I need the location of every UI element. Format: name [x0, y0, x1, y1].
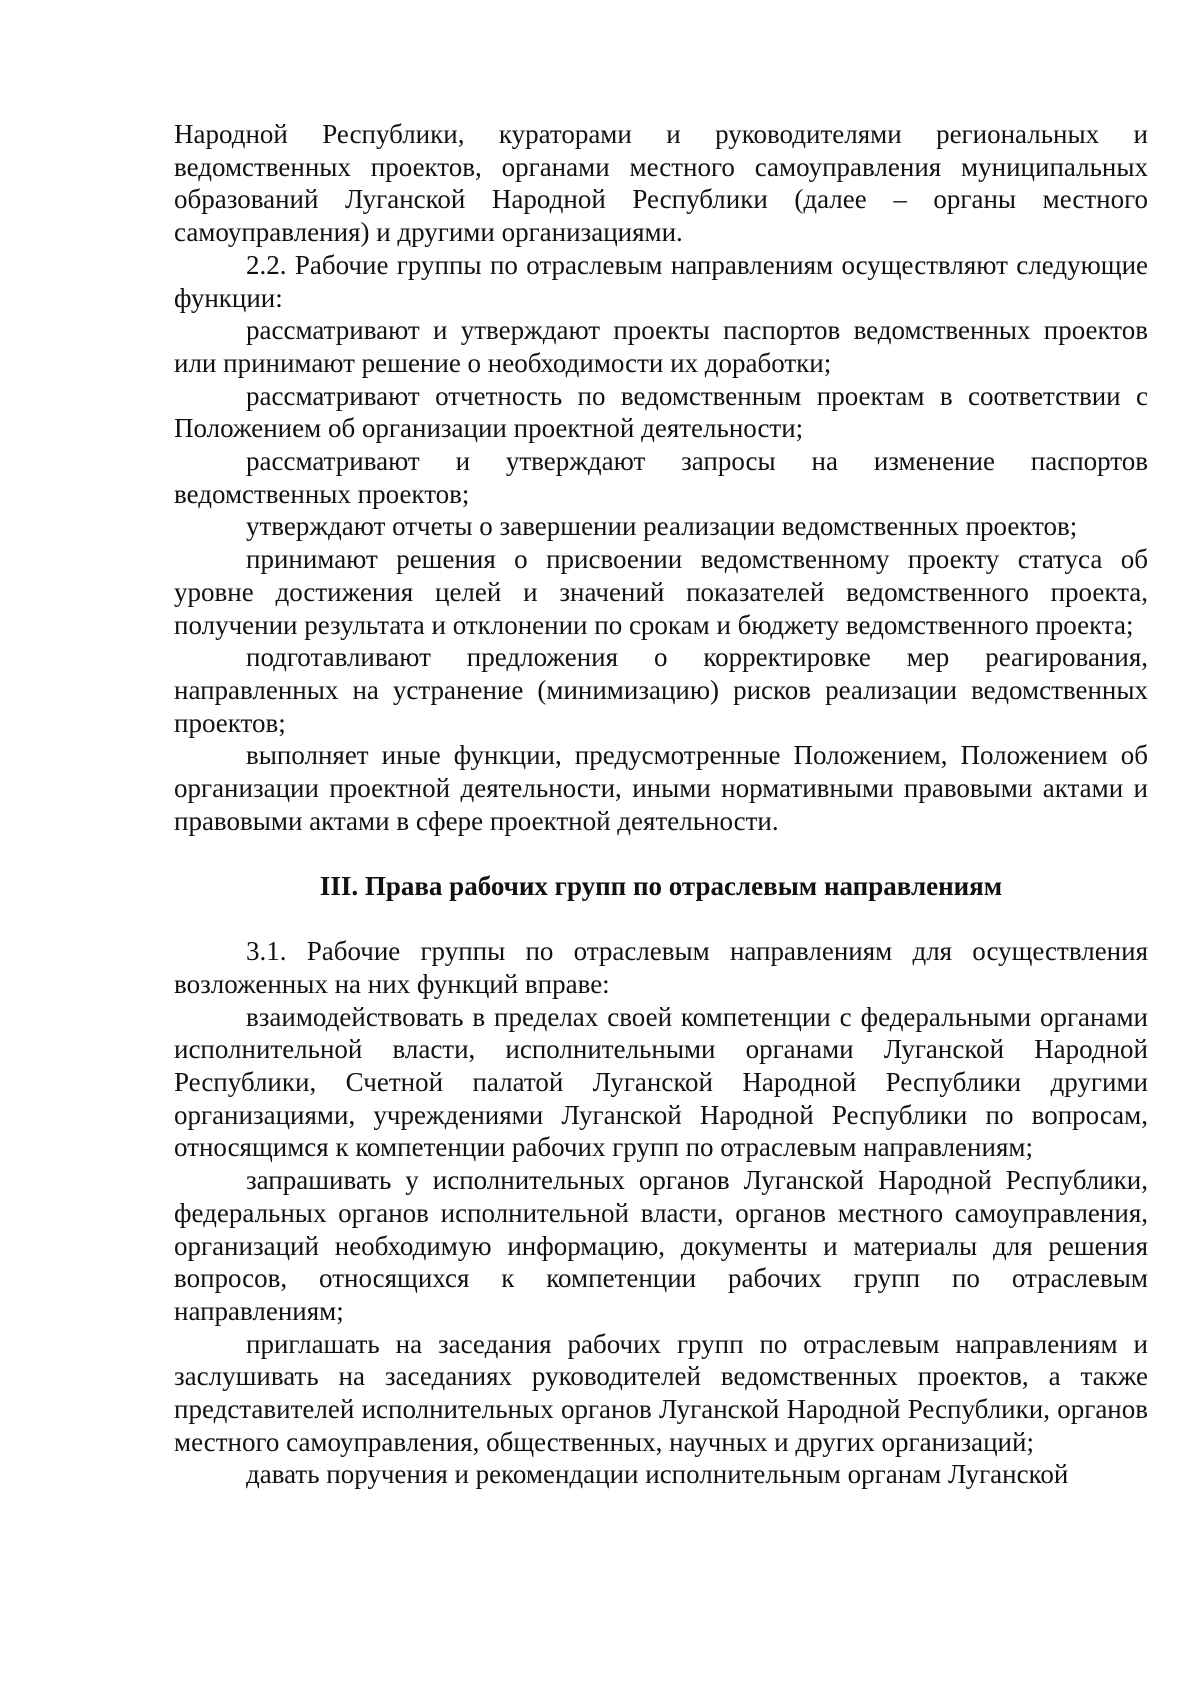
- item-3-1: 3.1. Рабочие группы по отраслевым направлениям для осуществления возложенных на них функций вправе:: [174, 936, 1148, 999]
- function-paragraph: выполняет иные функции, предусмотренные Положением, Положением об организации проектной деятельности, иными нормативными правовыми актами и правовыми актами в сфере проектной деятельности.: [174, 740, 1148, 836]
- rights-paragraph: взаимодействовать в пределах своей компетенции с федеральными органами исполнительной власти, исполнительными органами Луганской Народной Республики, Счетной палатой Луганской Народной Республики другими организациями, учреждениями Луганской Народной Республики по вопросам, относящимся к компетенции рабочих групп по отраслевым направлениям;: [174, 1001, 1148, 1163]
- rights-paragraph: давать поручения и рекомендации исполнительным органам Луганской: [246, 1459, 1069, 1490]
- section2-continuation: Народной Республики, кураторами и руководителями региональных и ведомственных проектов, органами местного самоуправления муниципальных образований Луганской Народной Республики (далее – органы местного самоуправления) и другими организациями.: [174, 119, 1148, 248]
- rights-paragraph: приглашать на заседания рабочих групп по отраслевым направлениям и заслушивать на заседаниях руководителей ведомственных проектов, а также представителей исполнительных органов Луганской Народной Республики, органов местного самоуправления, общественных, научных и других организаций;: [174, 1328, 1148, 1457]
- function-paragraph: рассматривают и утверждают запросы на изменение паспортов ведомственных проектов;: [174, 446, 1148, 509]
- function-paragraph: утверждают отчеты о завершении реализации ведомственных проектов;: [246, 511, 1078, 542]
- function-paragraph: подготавливают предложения о корректировке мер реагирования, направленных на устранение (минимизацию) рисков реализации ведомственных проектов;: [174, 642, 1148, 738]
- section3-heading: III. Права рабочих групп по отраслевым направлениям: [319, 871, 1003, 902]
- function-paragraph: принимают решения о присвоении ведомственному проекту статуса об уровне достижения целей и значений показателей ведомственного проекта, получении результата и отклонении по срокам и бюджету ведомственного проекта;: [174, 544, 1148, 640]
- document-page: [174, 118, 1148, 1491]
- item-2-2: 2.2. Рабочие группы по отраслевым направлениям осуществляют следующие функции:: [174, 249, 1148, 313]
- rights-paragraph: запрашивать у исполнительных органов Луганской Народной Республики, федеральных органов исполнительной власти, органов местного самоуправления, организаций необходимую информацию, документы и материалы для решения вопросов, относящихся к компетенции рабочих групп по отраслевым направлениям;: [174, 1165, 1148, 1326]
- function-paragraph: рассматривают отчетность по ведомственным проектам в соответствии с Положением об организации проектной деятельности;: [174, 380, 1148, 444]
- function-paragraph: рассматривают и утверждают проекты паспортов ведомственных проектов или принимают решение о необходимости их доработки;: [174, 315, 1148, 378]
